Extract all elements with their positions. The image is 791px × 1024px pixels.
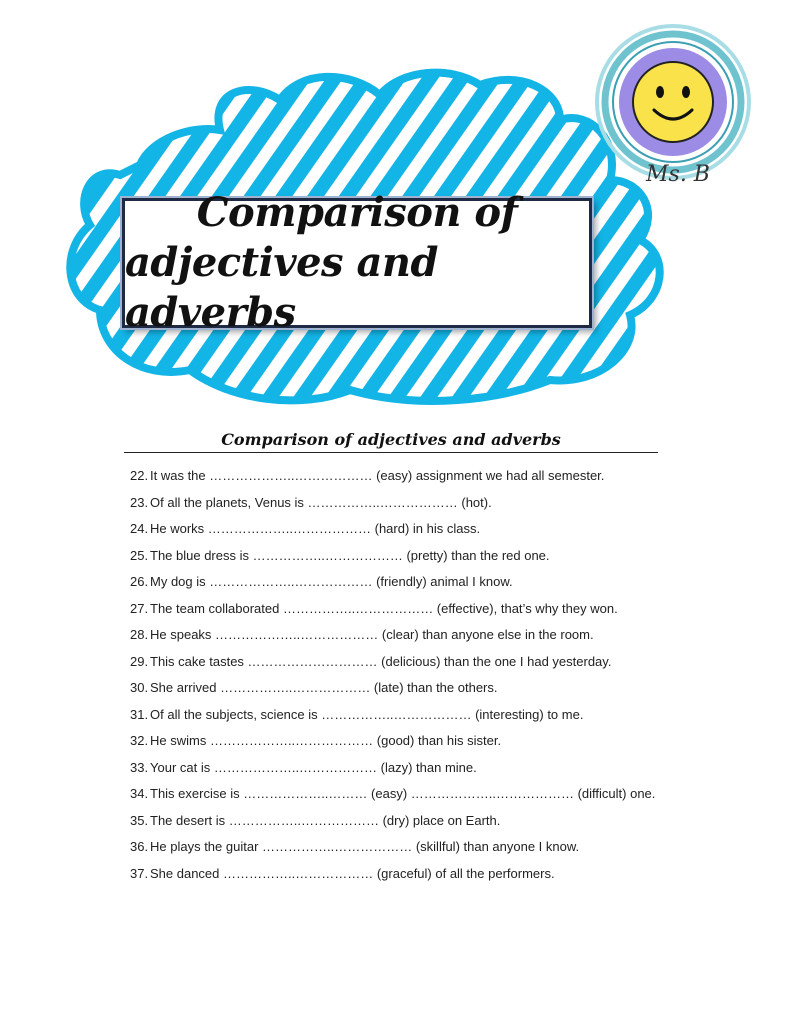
question-text: Your cat is ………………..……………… (lazy) than mine.: [150, 759, 477, 775]
question-text: The blue dress is ……………..……………… (pretty) than the red one.: [150, 547, 550, 563]
question-text: He plays the guitar ……………..……………… (skillful) than anyone I know.: [150, 839, 580, 854]
question-number: 30.: [130, 680, 149, 695]
question-item: [130, 625, 690, 652]
question-item: [130, 519, 690, 546]
question-item: [130, 652, 690, 679]
question-text: The desert is ……………..……………… (dry) place on Earth.: [150, 812, 501, 828]
question-text: This cake tastes ………………………… (delicious) than the one I had yesterday.: [150, 653, 612, 669]
question-item: [130, 678, 690, 705]
worksheet-title: Comparison of adjectives and adverbs: [221, 430, 561, 449]
question-number: 25.: [130, 547, 149, 563]
question-number: 27.: [130, 600, 149, 616]
question-item: [130, 493, 690, 520]
question-number: 35.: [130, 812, 149, 828]
question-text: The team collaborated ……………..……………… (effective), that’s why they won.: [150, 600, 618, 616]
question-item: [130, 811, 690, 838]
question-number: 33.: [130, 759, 149, 775]
question-item: [130, 731, 690, 758]
question-text: He works ………………..……………… (hard) in his class.: [150, 521, 481, 536]
question-number: 31.: [130, 706, 149, 722]
question-text: This exercise is ………………..……… (easy) ………………..……………… (difficult) one.: [150, 786, 656, 801]
question-number: 26.: [130, 574, 149, 589]
page-title-line1: Comparison of: [196, 189, 518, 236]
question-number: 22.: [130, 468, 149, 483]
question-text: She danced ……………..……………… (graceful) of all the performers.: [150, 865, 555, 881]
question-item: [130, 466, 690, 493]
question-number: 28.: [130, 627, 149, 642]
question-number: 36.: [130, 839, 149, 854]
title-box: [122, 189, 592, 336]
question-text: Of all the planets, Venus is ……………..……………… (hot).: [150, 494, 492, 510]
question-text: My dog is ………………..……………… (friendly) animal I know.: [150, 574, 513, 589]
question-list: [130, 466, 690, 890]
question-number: 29.: [130, 653, 149, 669]
question-item: [130, 599, 690, 626]
question-text: It was the ………………..……………… (easy) assignment we had all semester.: [150, 468, 605, 483]
question-item: [130, 864, 690, 891]
title-underline: [124, 452, 658, 453]
question-item: [130, 546, 690, 573]
question-number: 37.: [130, 865, 149, 881]
question-item: [130, 784, 690, 811]
question-item: [130, 837, 690, 864]
signature: Ms. B: [646, 162, 710, 187]
question-number: 23.: [130, 494, 149, 510]
question-text: He swims ………………..……………… (good) than his sister.: [150, 733, 502, 748]
question-text: He speaks ………………..……………… (clear) than anyone else in the room.: [150, 627, 594, 642]
question-number: 24.: [130, 521, 149, 536]
question-text: She arrived ……………..……………… (late) than the others.: [150, 680, 498, 695]
question-item: [130, 705, 690, 732]
page-title-line2: adjectives and adverbs: [125, 239, 438, 336]
question-item: [130, 758, 690, 785]
question-number: 34.: [130, 786, 149, 801]
question-text: Of all the subjects, science is ……………..……………… (interesting) to me.: [150, 706, 584, 722]
question-item: [130, 572, 690, 599]
question-number: 32.: [130, 733, 149, 748]
